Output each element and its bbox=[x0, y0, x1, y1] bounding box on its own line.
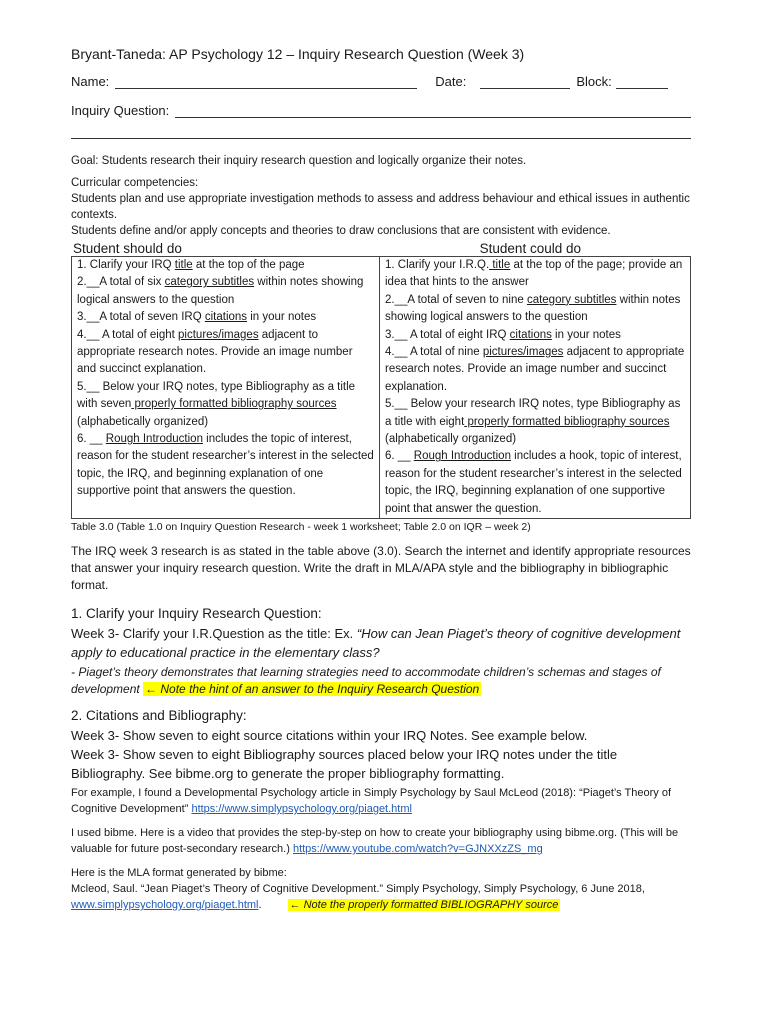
should-heading: Student should do bbox=[73, 241, 182, 256]
simplypsychology-link[interactable]: https://www.simplypsychology.org/piaget.html bbox=[191, 803, 412, 816]
example-question: “How can Jean Piaget’s theory of cognitive development apply to educational practice in the elementary class? bbox=[71, 626, 681, 661]
table-headings bbox=[71, 241, 691, 256]
could-item-1: 1. Clarify your I.R.Q. title at the top of the page; provide an idea that hints to the answer bbox=[385, 259, 683, 289]
section-1-heading: 1. Clarify your Inquiry Research Question: bbox=[71, 606, 322, 622]
section-1-hint: - Piaget’s theory demonstrates that learning strategies need to accommodate children’s schemas and stages of development ← Note the hint of an answer to the Inquiry Research Question bbox=[71, 665, 661, 697]
mla-link[interactable]: www.simplypsychology.org/piaget.html bbox=[71, 899, 259, 912]
should-item-2: 2.__A total of six category subtitles within notes showing logical answers to the question bbox=[77, 276, 364, 306]
goal-text: Goal: Students research their inquiry research question and logically organize their notes. bbox=[71, 155, 527, 167]
should-column bbox=[72, 257, 380, 519]
name-label: Name: bbox=[71, 74, 110, 89]
expectations-table bbox=[71, 256, 691, 519]
mla-heading: Here is the MLA format generated by bibme: bbox=[71, 867, 287, 880]
hint-highlight-note: ← Note the hint of an answer to the Inquiry Research Question bbox=[145, 682, 480, 697]
inquiry-question-row bbox=[71, 103, 691, 118]
table-caption: Table 3.0 (Table 1.0 on Inquiry Question Research - week 1 worksheet; Table 2.0 on IQR – week 2) bbox=[71, 521, 531, 534]
should-item-4: 4.__ A total of eight pictures/images adjacent to appropriate research notes. Provide an image number and succinct explanation. bbox=[77, 328, 353, 376]
competency-1: Students plan and use appropriate investigation methods to assess and address behaviour and ethical issues in authentic contexts. bbox=[71, 193, 690, 221]
should-item-5: 5.__ Below your IRQ notes, type Bibliography as a title with seven properly formatted bibliography sources (alphabetically organized) bbox=[77, 380, 356, 428]
section-1-week-text: Week 3- Clarify your I.R.Question as the title: Ex. “How can Jean Piaget’s theory of cognitive development apply to educational practice in the elementary class? bbox=[71, 626, 681, 661]
competency-2: Students define and/or apply concepts and theories to draw conclusions that are consistent with evidence. bbox=[71, 225, 611, 237]
could-item-4: 4.__ A total of nine pictures/images adjacent to appropriate research notes. Provide an image number and succinct explanation. bbox=[385, 346, 685, 393]
name-blank[interactable] bbox=[115, 74, 417, 89]
header-fields-row bbox=[71, 74, 691, 89]
should-item-3: 3.__A total of seven IRQ citations in your notes bbox=[77, 311, 317, 324]
mla-entry: Mcleod, Saul. “Jean Piaget’s Theory of Cognitive Development.” Simply Psychology, Simply Psychology, 6 June 2018, www.simplypsychology.org/piaget.html. ← Note the properly formatted BIBLIOGRAPHY source bbox=[71, 883, 645, 912]
worksheet-page bbox=[71, 46, 691, 921]
should-item-6: 6. __ Rough Introduction includes the topic of interest, reason for the student researcher’s interest in the selected topic, the IRQ, and beginning explanation of one supportive point that answers the question. bbox=[77, 433, 374, 498]
example-paragraph: For example, I found a Developmental Psychology article in Simply Psychology by Saul McLeod (2018): “Piaget’s Theory of Cognitive Development” https://www.simplypsychology.org/piaget.html bbox=[71, 787, 672, 816]
table-row bbox=[72, 257, 691, 519]
could-item-5: 5.__ Below your research IRQ notes, type Bibliography as a title with eight properly formatted bibliography sources (alphabetically organized) bbox=[385, 398, 681, 446]
bibme-paragraph: I used bibme. Here is a video that provides the step-by-step on how to create your bibliography using bibme.org. (This will be valuable for future post-secondary research.) https://www.youtube.com/watch?v=GJNXXzZS_mg bbox=[71, 827, 679, 856]
could-item-2: 2.__A total of seven to nine category subtitles within notes showing logical answers to the question bbox=[385, 293, 681, 324]
section-2-line-2: Week 3- Show seven to eight Bibliography sources placed below your IRQ notes under the title Bibliography. See bibme.org to generate the proper bibliography formatting. bbox=[71, 747, 618, 782]
intro-paragraph: The IRQ week 3 research is as stated in the table above (3.0). Search the internet and identify appropriate resources that answer your inquiry research question. Write the draft in MLA/APA style and the bibliography in bibliographic format. bbox=[71, 544, 691, 593]
block-label: Block: bbox=[576, 74, 612, 89]
date-blank[interactable] bbox=[480, 74, 570, 89]
could-column bbox=[380, 257, 691, 519]
inquiry-question-blank-line2[interactable] bbox=[71, 126, 691, 139]
could-item-3: 3.__ A total of eight IRQ citations in your notes bbox=[385, 328, 621, 341]
block-blank[interactable] bbox=[616, 74, 668, 89]
should-item-1: 1. Clarify your IRQ title at the top of the page bbox=[77, 259, 305, 271]
could-heading: Student could do bbox=[479, 241, 581, 256]
curricular-heading: Curricular competencies: bbox=[71, 177, 199, 189]
section-2-line-1: Week 3- Show seven to eight source citations within your IRQ Notes. See example below. bbox=[71, 728, 588, 744]
inquiry-question-blank[interactable] bbox=[175, 103, 691, 118]
date-label: Date: bbox=[435, 74, 467, 89]
section-2-heading: 2. Citations and Bibliography: bbox=[71, 708, 247, 724]
youtube-link[interactable]: https://www.youtube.com/watch?v=GJNXXzZS_mg bbox=[292, 843, 543, 856]
could-item-6: 6. __ Rough Introduction includes a hook, topic of interest, reason for the student researcher’s interest in the selected topic, the IRQ, beginning explanation of one supportive point that answer the question. bbox=[385, 450, 682, 515]
worksheet-title: Bryant-Taneda: AP Psychology 12 – Inquiry Research Question (Week 3) bbox=[71, 46, 525, 62]
bibliography-highlight-note: ← Note the properly formatted BIBLIOGRAPHY source bbox=[289, 899, 559, 912]
inquiry-question-label: Inquiry Question: bbox=[71, 103, 170, 118]
